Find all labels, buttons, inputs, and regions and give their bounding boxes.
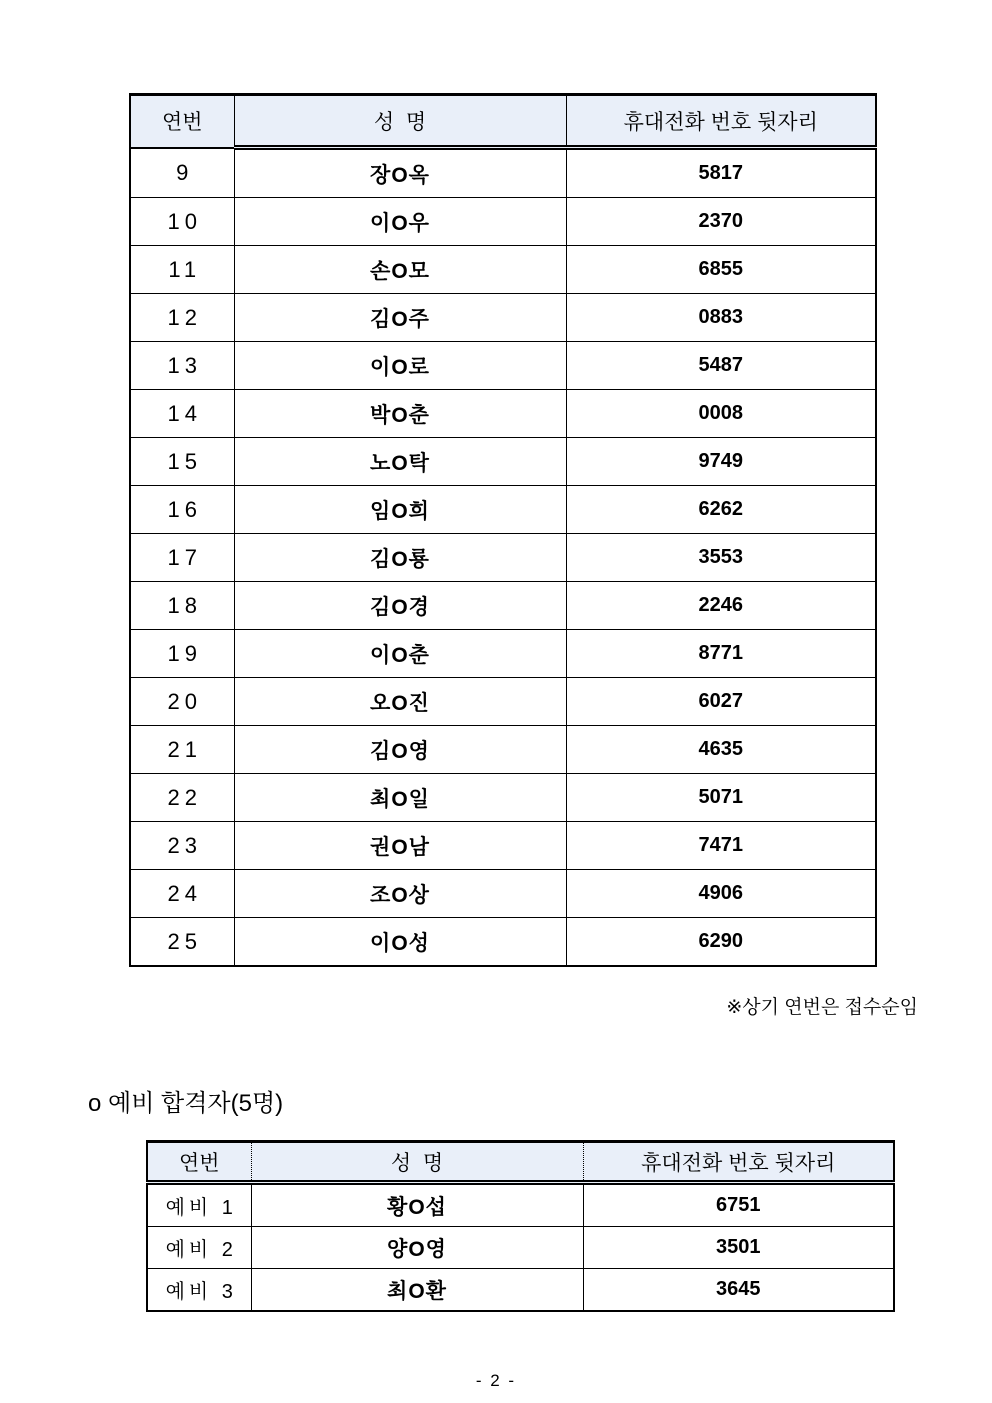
name-cell: 김O경	[234, 582, 566, 630]
table-row	[130, 246, 876, 294]
phone-cell: 5817	[566, 148, 876, 198]
table-row	[130, 726, 876, 774]
serial-cell: 23	[130, 822, 234, 870]
name-cell: 노O탁	[234, 438, 566, 486]
phone-cell: 6855	[566, 246, 876, 294]
phone-cell: 3501	[583, 1227, 894, 1269]
phone-cell: 6027	[566, 678, 876, 726]
name-cell: 장O옥	[234, 148, 566, 198]
table-row	[130, 822, 876, 870]
name-cell: 김O영	[234, 726, 566, 774]
column-header-phone: 휴대전화 번호 뒷자리	[583, 1142, 894, 1183]
serial-cell: 14	[130, 390, 234, 438]
header-row	[130, 95, 876, 148]
table-row	[130, 678, 876, 726]
name-cell: 이O로	[234, 342, 566, 390]
serial-cell: 10	[130, 198, 234, 246]
table-row	[130, 630, 876, 678]
reserve-table-header	[147, 1142, 894, 1183]
table-row	[130, 870, 876, 918]
name-cell: 손O모	[234, 246, 566, 294]
phone-cell: 4635	[566, 726, 876, 774]
phone-cell: 7471	[566, 822, 876, 870]
serial-cell: 24	[130, 870, 234, 918]
column-header-name: 성 명	[251, 1142, 583, 1183]
column-header-phone: 휴대전화 번호 뒷자리	[566, 95, 876, 148]
name-cell: 이O우	[234, 198, 566, 246]
table-row	[130, 582, 876, 630]
phone-cell: 4906	[566, 870, 876, 918]
table-row	[130, 390, 876, 438]
table-row	[130, 534, 876, 582]
serial-cell: 예비 2	[147, 1227, 251, 1269]
table-row	[130, 148, 876, 198]
serial-cell: 20	[130, 678, 234, 726]
table-row	[130, 918, 876, 967]
header-row	[147, 1142, 894, 1183]
serial-cell: 11	[130, 246, 234, 294]
column-header-name: 성 명	[234, 95, 566, 148]
phone-cell: 6290	[566, 918, 876, 967]
serial-cell: 18	[130, 582, 234, 630]
table-row	[147, 1269, 894, 1312]
serial-cell: 19	[130, 630, 234, 678]
table-row	[130, 342, 876, 390]
name-cell: 김O룡	[234, 534, 566, 582]
reserve-list-table	[146, 1140, 895, 1312]
phone-cell: 5487	[566, 342, 876, 390]
name-cell: 김O주	[234, 294, 566, 342]
reserve-table-body	[147, 1183, 894, 1312]
note-receipt-order: ※상기 연번은 접수순임	[726, 997, 918, 1018]
table-row	[147, 1183, 894, 1227]
name-cell: 권O남	[234, 822, 566, 870]
pass-list-table	[129, 93, 877, 967]
phone-cell: 3645	[583, 1269, 894, 1312]
table-row	[130, 438, 876, 486]
name-cell: 황O섭	[251, 1183, 583, 1227]
serial-cell: 21	[130, 726, 234, 774]
name-cell: 양O영	[251, 1227, 583, 1269]
phone-cell: 0883	[566, 294, 876, 342]
phone-cell: 3553	[566, 534, 876, 582]
table-row	[130, 294, 876, 342]
name-cell: 이O춘	[234, 630, 566, 678]
table-row	[130, 486, 876, 534]
serial-cell: 예비 1	[147, 1183, 251, 1227]
serial-cell: 17	[130, 534, 234, 582]
serial-cell: 25	[130, 918, 234, 967]
reserve-section-heading: o 예비 합격자(5명)	[88, 1090, 284, 1117]
pass-list-table-body	[130, 148, 876, 967]
serial-cell: 13	[130, 342, 234, 390]
name-cell: 최O환	[251, 1269, 583, 1312]
name-cell: 임O희	[234, 486, 566, 534]
serial-cell: 16	[130, 486, 234, 534]
phone-cell: 8771	[566, 630, 876, 678]
phone-cell: 2370	[566, 198, 876, 246]
name-cell: 조O상	[234, 870, 566, 918]
table-row	[130, 198, 876, 246]
serial-cell: 9	[130, 148, 234, 198]
pass-list-table-header	[130, 95, 876, 148]
phone-cell: 6751	[583, 1183, 894, 1227]
table-row	[130, 774, 876, 822]
column-header-serial: 연번	[147, 1142, 251, 1183]
phone-cell: 9749	[566, 438, 876, 486]
column-header-serial: 연번	[130, 95, 234, 148]
phone-cell: 6262	[566, 486, 876, 534]
name-cell: 이O성	[234, 918, 566, 967]
name-cell: 최O일	[234, 774, 566, 822]
serial-cell: 12	[130, 294, 234, 342]
table-row	[147, 1227, 894, 1269]
name-cell: 박O춘	[234, 390, 566, 438]
page-number: - 2 -	[475, 1371, 517, 1390]
name-cell: 오O진	[234, 678, 566, 726]
serial-cell: 22	[130, 774, 234, 822]
phone-cell: 0008	[566, 390, 876, 438]
serial-cell: 예비 3	[147, 1269, 251, 1312]
serial-cell: 15	[130, 438, 234, 486]
phone-cell: 2246	[566, 582, 876, 630]
phone-cell: 5071	[566, 774, 876, 822]
